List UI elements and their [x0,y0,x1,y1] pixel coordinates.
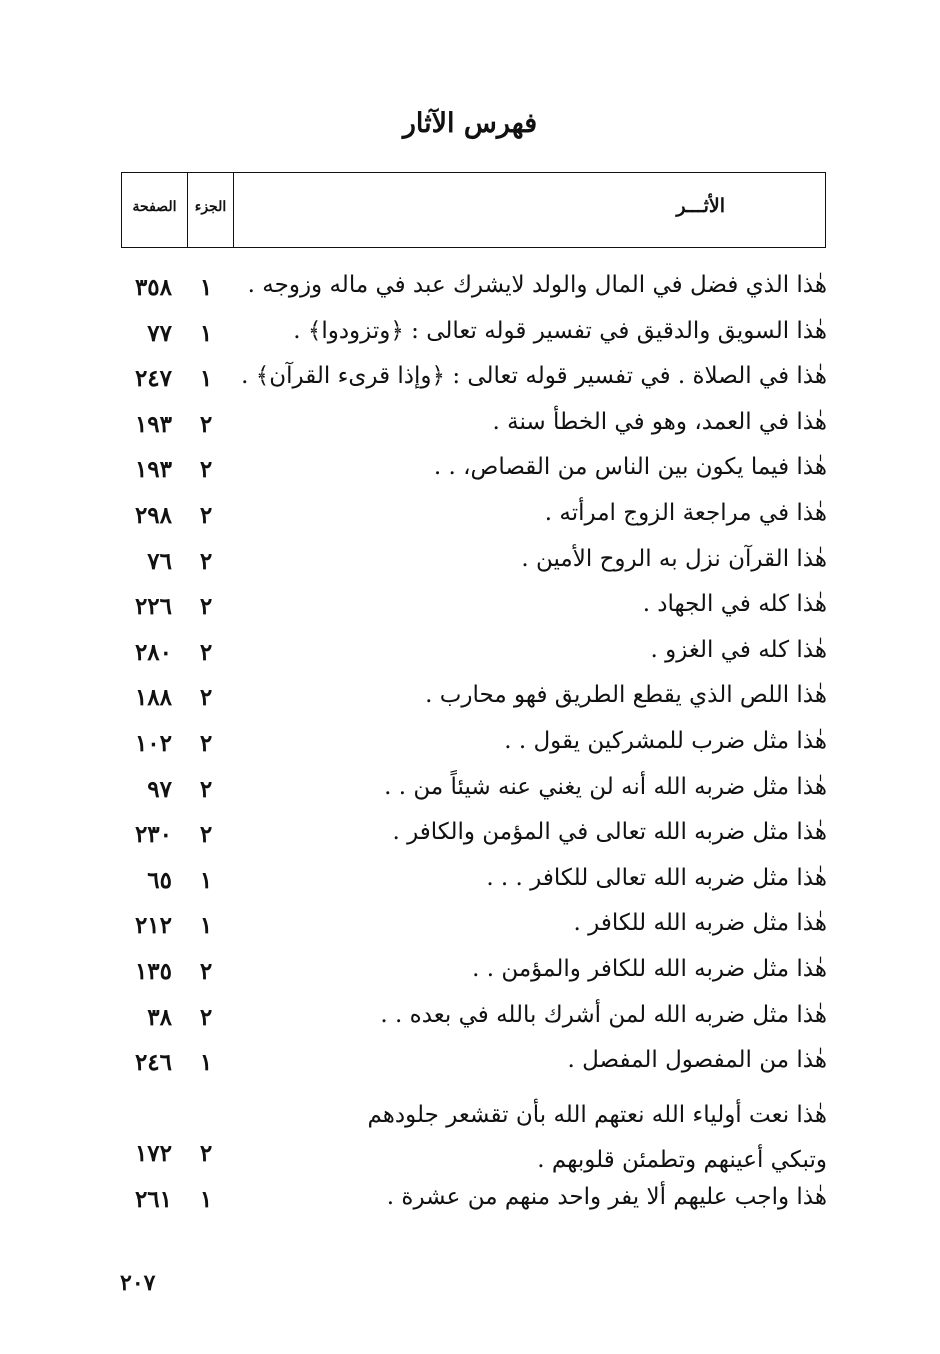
index-row [100,952,827,998]
index-row [100,359,827,405]
juz-number: ٢ [199,684,213,712]
index-row [100,587,827,633]
athar-text: هٰذا مثل ضربه الله تعالى في المؤمن والكافر . [392,819,827,846]
athar-text: هٰذا مثل ضرب للمشركين يقول . . [504,727,827,754]
index-row [100,1180,827,1226]
juz-number: ١ [199,319,213,347]
page-ref: ٢٤٦ [134,1049,172,1077]
juz-number: ٢ [199,547,213,575]
juz-number: ٢ [199,593,213,621]
page-title: فهرس الآثار [402,108,538,139]
athar-text: هٰذا مثل ضربه الله للكافر والمؤمن . . [472,955,827,982]
athar-text: هٰذا واجب عليهم ألا يفر واحد منهم من عشرة . [386,1183,827,1210]
athar-text: هٰذا نعت أولياء الله نعتهم الله بأن تقشعر جلودهم وتبكي أعينهم وتطمئن قلوبهم . [367,1101,827,1173]
index-row [100,998,827,1044]
page-ref: ٢٣٠ [134,821,172,849]
juz-number: ٢ [199,456,213,484]
athar-text: هٰذا فيما يكون بين الناس من القصاص، . . [433,454,827,481]
athar-text: هٰذا في مراجعة الزوج امرأته . [544,499,827,526]
juz-number: ١ [199,866,213,894]
page-ref: ٧٧ [147,319,172,347]
page-ref: ٢٦١ [134,1185,172,1213]
athar-text: هٰذا من المفصول المفصل . [567,1047,827,1074]
index-row [100,1043,827,1089]
page-ref: ٧٦ [147,547,172,575]
page-ref: ١٠٢ [134,729,172,757]
juz-number: ٢ [199,638,213,666]
athar-text: هٰذا في العمد، وهو في الخطأ سنة . [492,408,827,435]
index-row [100,861,827,907]
index-row [100,1089,827,1180]
index-row [100,542,827,588]
index-row [100,314,827,360]
athar-text: هٰذا مثل ضربه الله أنه لن يغني عنه شيئاً من . . [384,773,827,800]
juz-number: ١ [199,365,213,393]
juz-number: ٢ [199,821,213,849]
index-list [100,268,827,1225]
index-row [100,724,827,770]
juz-number: ٢ [199,1003,213,1031]
page-ref: ٣٨ [147,1003,172,1031]
athar-text: هٰذا الذي فضل في المال والولد لايشرك عبد في ماله وزوجه . [247,272,827,298]
athar-text: هٰذا القرآن نزل به الروح الأمين . [521,545,827,572]
juz-number: ٢ [199,957,213,985]
page-ref: ٢٨٠ [134,638,172,666]
page-ref: ٣٥٨ [134,274,172,301]
athar-text: هٰذا كله في الجهاد . [642,591,827,618]
athar-text: هٰذا مثل ضربه الله للكافر . [573,910,827,937]
juz-number: ١ [199,1049,213,1077]
juz-number: ٢ [199,1139,213,1167]
page-ref: ٢١٢ [134,912,172,940]
juz-number: ٢ [199,729,213,757]
juz-number: ١ [199,1185,213,1213]
index-row [100,815,827,861]
page-ref: ١٩٣ [134,410,172,438]
page-ref: ٩٧ [147,775,172,803]
column-header-page: الصفحة [132,199,177,215]
column-header-athar: الأثـــر [676,195,725,217]
juz-number: ١ [199,274,213,301]
page-ref: ١٩٣ [134,456,172,484]
index-row [100,678,827,724]
athar-text: هٰذا اللص الذي يقطع الطريق فهو محارب . [425,682,827,709]
page-ref: ٢٢٦ [134,593,172,621]
page-ref: ٢٤٧ [134,365,172,393]
index-row [100,405,827,451]
juz-number: ١ [199,912,213,940]
page-ref: ١٨٨ [134,684,172,712]
athar-text: هٰذا مثل ضربه الله لمن أشرك بالله في بعده . . [380,1001,827,1028]
page-ref: ٢٩٨ [134,501,172,529]
page-ref: ١٣٥ [134,957,172,985]
index-row [100,906,827,952]
index-row [100,496,827,542]
page-ref: ١٧٢ [134,1139,172,1167]
index-row [100,268,827,314]
column-header-juz: الجزء [187,173,234,247]
juz-number: ٢ [199,501,213,529]
athar-text: هٰذا كله في الغزو . [650,636,827,663]
athar-text: هٰذا في الصلاة . في تفسير قوله تعالى : ﴿وإذا قرىء القرآن﴾ . [241,363,827,390]
index-row [100,450,827,496]
juz-number: ٢ [199,775,213,803]
juz-number: ٢ [199,410,213,438]
page-ref: ٦٥ [147,866,172,894]
index-row [100,770,827,816]
athar-text: هٰذا مثل ضربه الله تعالى للكافر . . . [486,864,827,891]
table-header [121,172,826,248]
index-row [100,633,827,679]
page-number: ٢٠٧ [120,1270,156,1296]
athar-text: هٰذا السويق والدقيق في تفسير قوله تعالى : ﴿وتزودوا﴾ . [293,317,827,344]
